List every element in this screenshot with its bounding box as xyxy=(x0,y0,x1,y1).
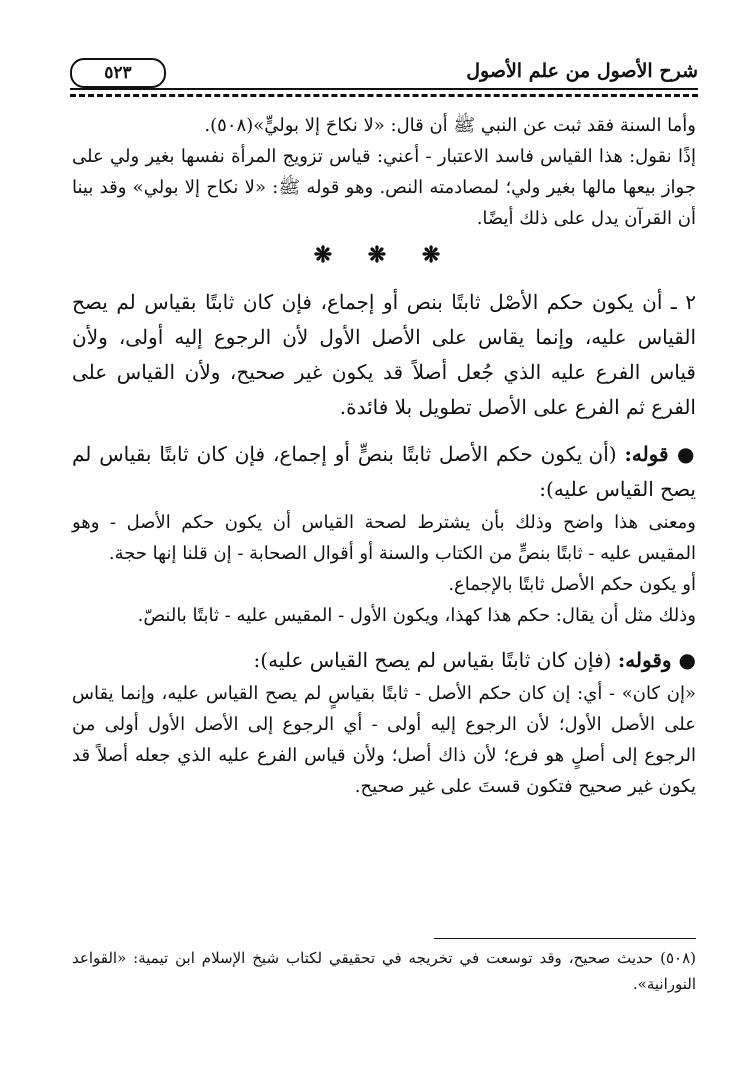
quote-text-1: (أن يكون حكم الأصل ثابتًا بنصٍّ أو إجماع، فإن كان ثابتًا بقياس لم يصح القياس عليه): xyxy=(72,442,696,501)
paragraph-explanation: ومعنى هذا واضح وذلك بأن يشترط لصحة القياس أن يكون حكم الأصل - وهو المقيس عليه - ثابتًا بنصٍّ من الكتاب والسنة أو أقوال الصحابة - إن قلنا إنها حجة. xyxy=(72,512,696,564)
section-divider-stars: ❋ ❋ ❋ xyxy=(313,242,455,268)
footnote-508: (٥٠٨) حديث صحيح، وقد توسعت في تخريجه في تحقيقي لكتاب شيخ الإسلام ابن تيمية: «القواعد النورانية». xyxy=(72,949,696,993)
footnote-rule xyxy=(434,938,696,939)
page-body xyxy=(72,110,696,802)
quote-text-2: (فإن كان ثابتًا بقياس لم يصح القياس عليه): xyxy=(253,648,612,672)
paragraph-conclusion: إذًا نقول: هذا القياس فاسد الاعتبار - أعني: قياس تزويج المرأة نفسها بغير ولي على جواز بيعها مالها بغير ولي؛ لمصادمته النص. وهو قوله ﷺ: «لا نكاح إلا بولي» وقد بينا أن القرآن يدل على ذلك أيضًا. xyxy=(72,146,696,229)
paragraph-quote-1 xyxy=(72,437,696,507)
paragraph-ijma: أو يكون حكم الأصل ثابتًا بالإجماع. xyxy=(448,574,696,595)
paragraph-example: وذلك مثل أن يقال: حكم هذا كهذا، ويكون الأول - المقيس عليه - ثابتًا بالنصّ. xyxy=(137,605,696,626)
page-number-badge: ٥٢٣ xyxy=(70,58,166,88)
paragraph-sunnah: وأما السنة فقد ثبت عن النبي ﷺ أن قال: «لا نكاحَ إلا بوليٍّ»(٥٠٨). xyxy=(204,115,696,136)
running-title: شرح الأصول من علم الأصول xyxy=(466,60,698,82)
paragraph-quote-2 xyxy=(72,643,696,678)
quote-lead-1: ● قوله: xyxy=(624,442,697,466)
header-rule xyxy=(70,88,698,90)
paragraph-commentary: «إن كان» - أي: إن كان حكم الأصل - ثابتًا بقياسٍ لم يصح القياس عليه، وإنما يقاس على الأصل الأول؛ لأن الرجوع إليه أولى - أي الرجوع إلى الأصل الأول أولى من الرجوع إلى أصلٍ هو فرع؛ لأن ذاك أصل؛ ولأن قياس الفرع عليه الذي جعله أصلاً قد يكون غير صحيح فتكون قستَ على غير صحيح. xyxy=(72,683,697,797)
paragraph-condition-2: ٢ ـ أن يكون حكم الأصْل ثابتًا بنص أو إجماع، فإن كان ثابتًا بقياس لم يصح القياس عليه، وإنما يقاس على الأصل الأول لأن الرجوع إليه أولى، ولأن قياس الفرع عليه الذي جُعل أصلاً قد يكون غير صحيح، ولأن القياس على الفرع ثم الفرع على الأصل تطويل بلا فائدة. xyxy=(72,290,696,419)
header-dashed-rule xyxy=(70,94,698,97)
quote-lead-2: ● وقوله: xyxy=(617,648,696,672)
